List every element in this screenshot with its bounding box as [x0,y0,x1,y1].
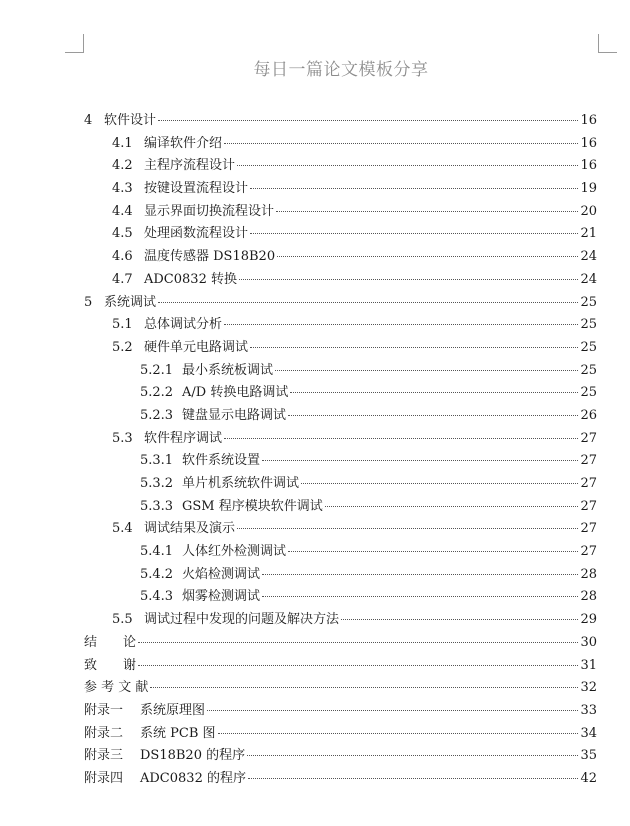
toc-leader-dots [262,460,578,461]
toc-entry-title: GSM 程序模块软件调试 [182,498,323,514]
toc-entry-number: 5.5 [112,612,133,628]
toc-entry-title: 系统 PCB 图 [140,725,216,741]
toc-entry-page: 21 [580,226,597,242]
toc-entry-page: 25 [580,339,597,355]
toc-entry-number: 附录四 [84,770,124,786]
toc-leader-dots [224,143,578,144]
toc-entry-number: 5.4.2 [140,566,174,582]
toc-entry[interactable] [84,133,597,156]
toc-entry-number: 4.4 [112,203,133,219]
page-header-title: 每日一篇论文模板分享 [253,60,429,80]
toc-entry-number: 附录三 [84,748,124,764]
toc-entry[interactable] [84,292,597,315]
toc-entry[interactable] [84,564,597,587]
toc-entry-title: 参 考 文 献 [84,680,149,696]
toc-entry-number: 5.2.3 [140,407,174,423]
toc-entry[interactable] [84,745,597,768]
toc-entry-page: 27 [580,430,597,446]
toc-entry-page: 16 [580,158,597,174]
toc-entry-number: 4.5 [112,226,133,242]
toc-entry-page: 34 [580,725,597,741]
toc-leader-dots [138,642,578,643]
toc-entry[interactable] [84,700,597,723]
table-of-contents [84,110,597,791]
toc-leader-dots [262,574,578,575]
toc-entry-page: 25 [580,385,597,401]
toc-entry[interactable] [84,655,597,678]
toc-entry[interactable] [84,768,597,791]
toc-entry-number: 5.4.3 [140,589,174,605]
toc-entry-title: 主程序流程设计 [144,158,236,174]
toc-entry-title: ADC0832 的程序 [140,770,246,786]
toc-leader-dots [301,483,578,484]
toc-entry-page: 16 [580,135,597,151]
toc-entry-title: 调试结果及演示 [144,521,236,537]
toc-leader-dots [224,438,578,439]
toc-entry-number: 5 [84,294,93,310]
toc-entry-title: 系统原理图 [140,702,206,718]
toc-entry[interactable] [84,337,597,360]
toc-leader-dots [237,165,578,166]
toc-entry-page: 24 [580,249,597,265]
toc-entry-title: 键盘显示电路调试 [182,407,287,423]
toc-entry[interactable] [84,382,597,405]
toc-entry-page: 33 [580,702,597,718]
toc-entry-number: 5.2 [112,339,133,355]
toc-entry[interactable] [84,246,597,269]
toc-entry-number: 5.4 [112,521,133,537]
toc-entry[interactable] [84,723,597,746]
toc-entry[interactable] [84,314,597,337]
toc-entry-title: 软件系统设置 [182,453,261,469]
toc-entry-number: 4.7 [112,271,133,287]
toc-entry-title: 人体红外检测调试 [182,544,287,560]
toc-entry-title: 软件程序调试 [144,430,223,446]
toc-entry[interactable] [84,450,597,473]
toc-entry-number: 5.1 [112,317,133,333]
toc-entry[interactable] [84,269,597,292]
toc-entry[interactable] [84,110,597,133]
toc-leader-dots [158,302,578,303]
toc-entry-number: 4.3 [112,181,133,197]
toc-leader-dots [158,120,578,121]
toc-entry-title: 温度传感器 DS18B20 [144,249,276,265]
toc-entry[interactable] [84,473,597,496]
toc-entry-page: 27 [580,476,597,491]
toc-entry-page: 25 [580,317,597,333]
toc-entry[interactable] [84,541,597,564]
toc-leader-dots [138,665,578,666]
toc-entry-title: 软件设计 [104,113,157,128]
toc-entry-number: 5.3.2 [140,476,174,491]
toc-entry-page: 28 [580,589,597,605]
toc-leader-dots [276,211,578,212]
crop-mark-top-right [598,34,617,53]
toc-entry-page: 27 [580,521,597,537]
toc-leader-dots [250,233,578,234]
toc-entry-number: 5.4.1 [140,544,174,560]
toc-entry[interactable] [84,360,597,383]
toc-entry-number: 附录二 [84,725,124,741]
toc-leader-dots [275,370,578,371]
toc-entry-page: 35 [580,748,597,764]
toc-entry[interactable] [84,178,597,201]
toc-entry-page: 27 [580,498,597,514]
toc-entry-title: 火焰检测调试 [182,566,261,582]
toc-entry-title: 致 谢 [84,657,137,673]
toc-entry-title: 硬件单元电路调试 [144,339,249,355]
toc-entry-page: 27 [580,453,597,469]
toc-entry[interactable] [84,496,597,519]
toc-leader-dots [224,324,578,325]
toc-entry-title: ADC0832 转换 [144,271,237,287]
toc-entry-page: 24 [580,271,597,287]
toc-entry-page: 29 [580,612,597,628]
crop-mark-top-left [65,34,84,53]
toc-entry-title: 烟雾检测调试 [182,589,261,605]
toc-entry-number: 附录一 [84,702,124,718]
toc-entry[interactable] [84,677,597,700]
toc-entry-title: 显示界面切换流程设计 [144,203,275,219]
toc-entry-title: 编译软件介绍 [144,135,223,151]
toc-entry[interactable] [84,201,597,224]
toc-entry-page: 28 [580,566,597,582]
toc-entry-page: 31 [580,657,597,673]
toc-leader-dots [325,506,579,507]
toc-leader-dots [288,551,578,552]
toc-entry[interactable] [84,609,597,632]
toc-leader-dots [237,528,578,529]
toc-entry-title: 调试过程中发现的问题及解决方法 [144,612,340,628]
toc-entry-title: DS18B20 的程序 [140,748,246,764]
toc-entry-title: A/D 转换电路调试 [182,385,289,401]
toc-entry-title: 最小系统板调试 [182,362,274,378]
toc-entry-page: 26 [580,407,597,423]
toc-entry-title: 处理函数流程设计 [144,226,249,242]
toc-entry-page: 30 [580,634,597,650]
toc-entry-number: 4 [84,113,93,128]
toc-entry-title: 按键设置流程设计 [144,181,249,197]
toc-entry[interactable] [84,155,597,178]
toc-entry-title: 单片机系统软件调试 [182,476,300,491]
toc-entry-number: 5.3.3 [140,498,174,514]
toc-entry-number: 5.3 [112,430,133,446]
toc-entry-page: 32 [580,680,597,696]
toc-leader-dots [277,256,578,257]
toc-entry-number: 5.2.1 [140,362,174,378]
toc-entry[interactable] [84,632,597,655]
toc-leader-dots [250,347,578,348]
toc-entry-number: 5.2.2 [140,385,174,401]
toc-entry[interactable] [84,428,597,451]
toc-leader-dots [288,415,578,416]
toc-entry-page: 20 [580,203,597,219]
toc-entry-number: 4.1 [112,135,133,151]
toc-entry-title: 系统调试 [104,294,157,310]
toc-entry-page: 27 [580,544,597,560]
toc-leader-dots [250,188,578,189]
toc-leader-dots [239,279,578,280]
toc-entry-number: 4.6 [112,249,133,265]
toc-leader-dots [248,778,578,779]
toc-leader-dots [207,710,578,711]
toc-entry[interactable] [84,586,597,609]
toc-entry-page: 25 [580,362,597,378]
toc-entry-title: 总体调试分析 [144,317,223,333]
toc-leader-dots [218,733,579,734]
toc-entry[interactable] [84,518,597,541]
toc-entry-page: 16 [580,113,597,128]
toc-entry-page: 25 [580,294,597,310]
toc-entry-page: 42 [580,770,597,786]
toc-entry-page: 19 [580,181,597,197]
toc-leader-dots [247,755,578,756]
toc-entry-number: 5.3.1 [140,453,174,469]
toc-leader-dots [290,392,578,393]
toc-leader-dots [150,687,578,688]
toc-leader-dots [262,596,578,597]
toc-leader-dots [341,619,578,620]
toc-entry-number: 4.2 [112,158,133,174]
toc-entry-title: 结 论 [84,634,137,650]
toc-entry[interactable] [84,223,597,246]
toc-entry[interactable] [84,405,597,428]
